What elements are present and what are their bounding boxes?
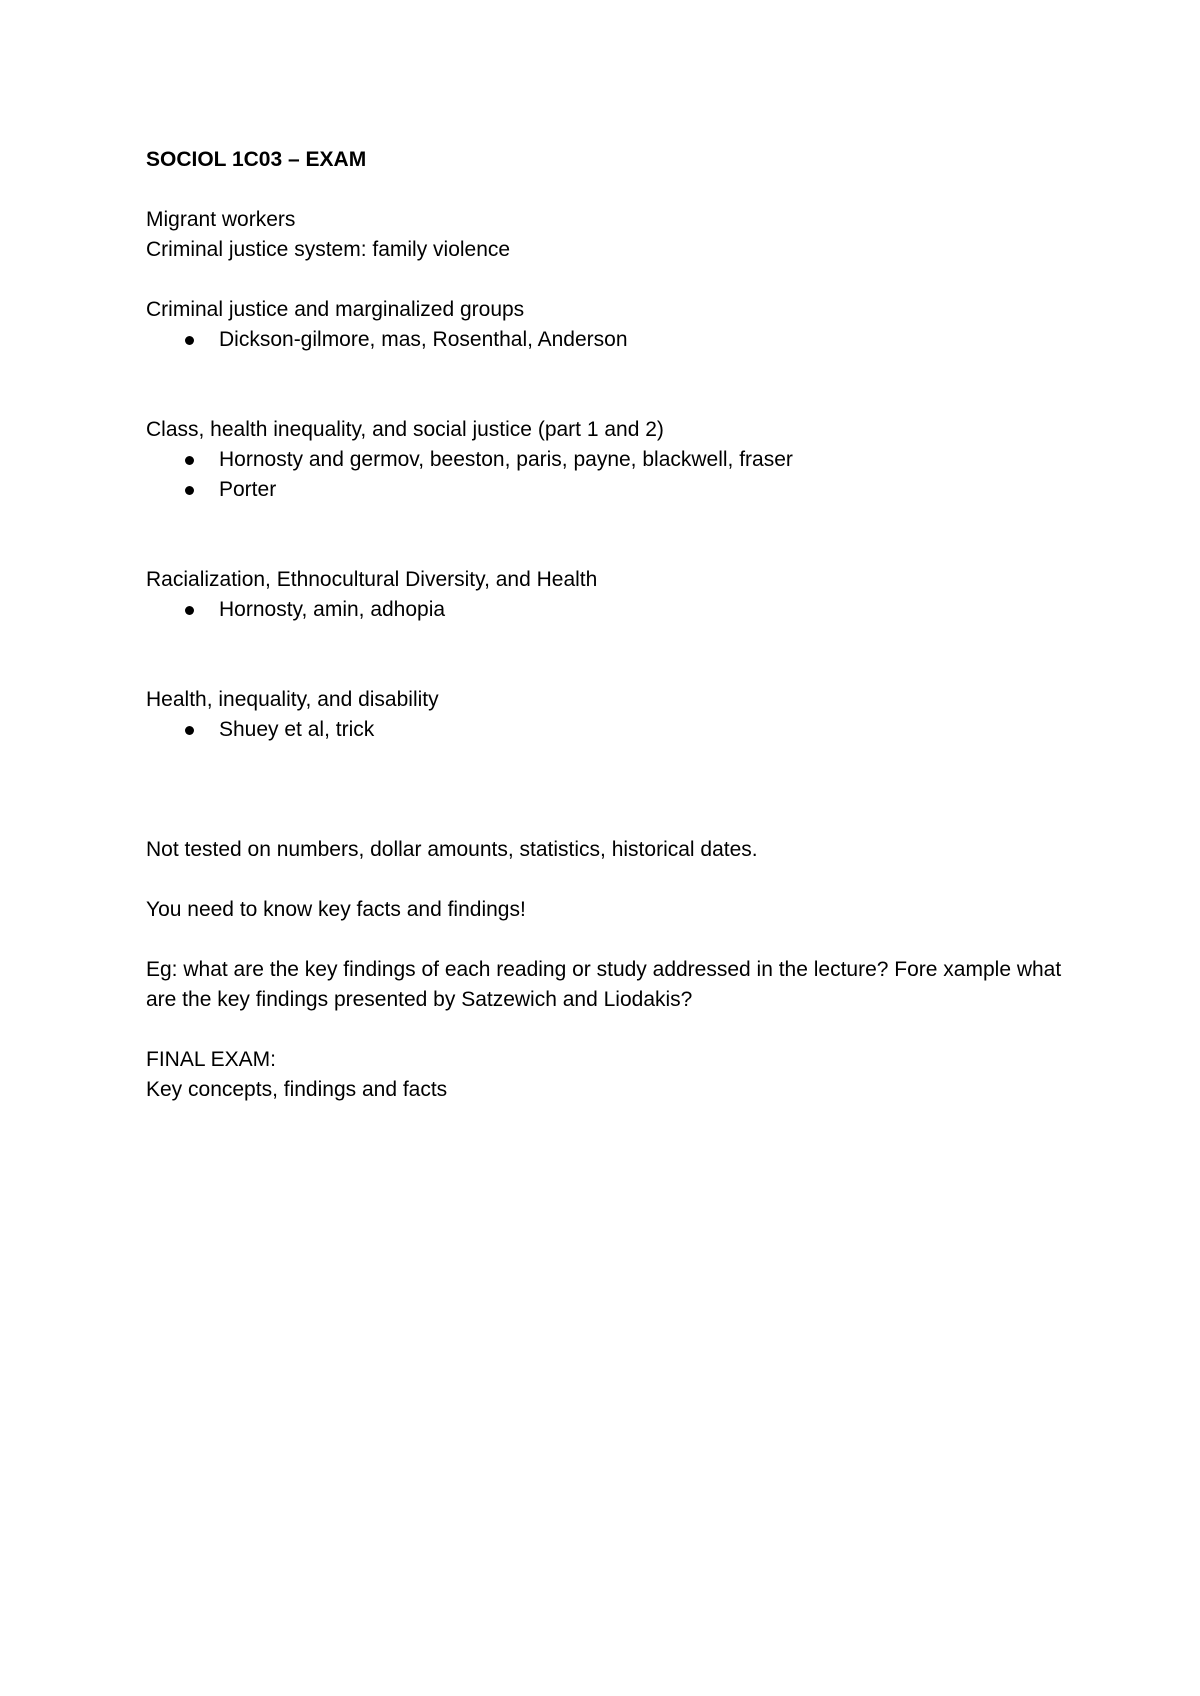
section-heading: Racialization, Ethnocultural Diversity, and Health — [146, 568, 598, 591]
bullet-icon — [185, 606, 194, 615]
list-item-text: Shuey et al, trick — [219, 718, 375, 741]
intro-line: Criminal justice system: family violence — [146, 238, 511, 261]
bullet-list — [146, 325, 1086, 355]
topic-section — [146, 295, 1086, 355]
final-exam-label: FINAL EXAM: — [146, 1048, 276, 1071]
final-exam-detail: Key concepts, findings and facts — [146, 1078, 448, 1101]
list-item — [146, 475, 1086, 505]
bullet-icon — [185, 456, 194, 465]
note-not-tested: Not tested on numbers, dollar amounts, statistics, historical dates. — [146, 838, 758, 861]
document-title: SOCIOL 1C03 – EXAM — [146, 148, 367, 171]
section-heading: Criminal justice and marginalized groups — [146, 298, 525, 321]
bullet-icon — [185, 726, 194, 735]
list-item — [146, 595, 1086, 625]
topic-section — [146, 685, 1086, 745]
section-heading: Health, inequality, and disability — [146, 688, 439, 711]
bullet-icon — [185, 486, 194, 495]
list-item — [146, 445, 1086, 475]
section-heading: Class, health inequality, and social justice (part 1 and 2) — [146, 418, 664, 441]
list-item-text: Hornosty, amin, adhopia — [219, 598, 446, 621]
list-item — [146, 715, 1086, 745]
bullet-list — [146, 445, 1086, 505]
list-item — [146, 325, 1086, 355]
intro-line: Migrant workers — [146, 208, 296, 231]
note-example: Eg: what are the key findings of each reading or study addressed in the lecture? Fore xample what are the key findings presented by Satzewich and Liodakis? — [146, 958, 1062, 1011]
list-item-text: Hornosty and germov, beeston, paris, payne, blackwell, fraser — [219, 448, 793, 471]
bullet-list — [146, 715, 1086, 745]
document-body — [146, 145, 1086, 1105]
list-item-text: Porter — [219, 478, 277, 501]
bullet-icon — [185, 336, 194, 345]
topic-section — [146, 415, 1086, 505]
note-need-to-know: You need to know key facts and findings! — [146, 898, 526, 921]
list-item-text: Dickson-gilmore, mas, Rosenthal, Anderson — [219, 328, 628, 351]
topic-section — [146, 565, 1086, 625]
bullet-list — [146, 595, 1086, 625]
